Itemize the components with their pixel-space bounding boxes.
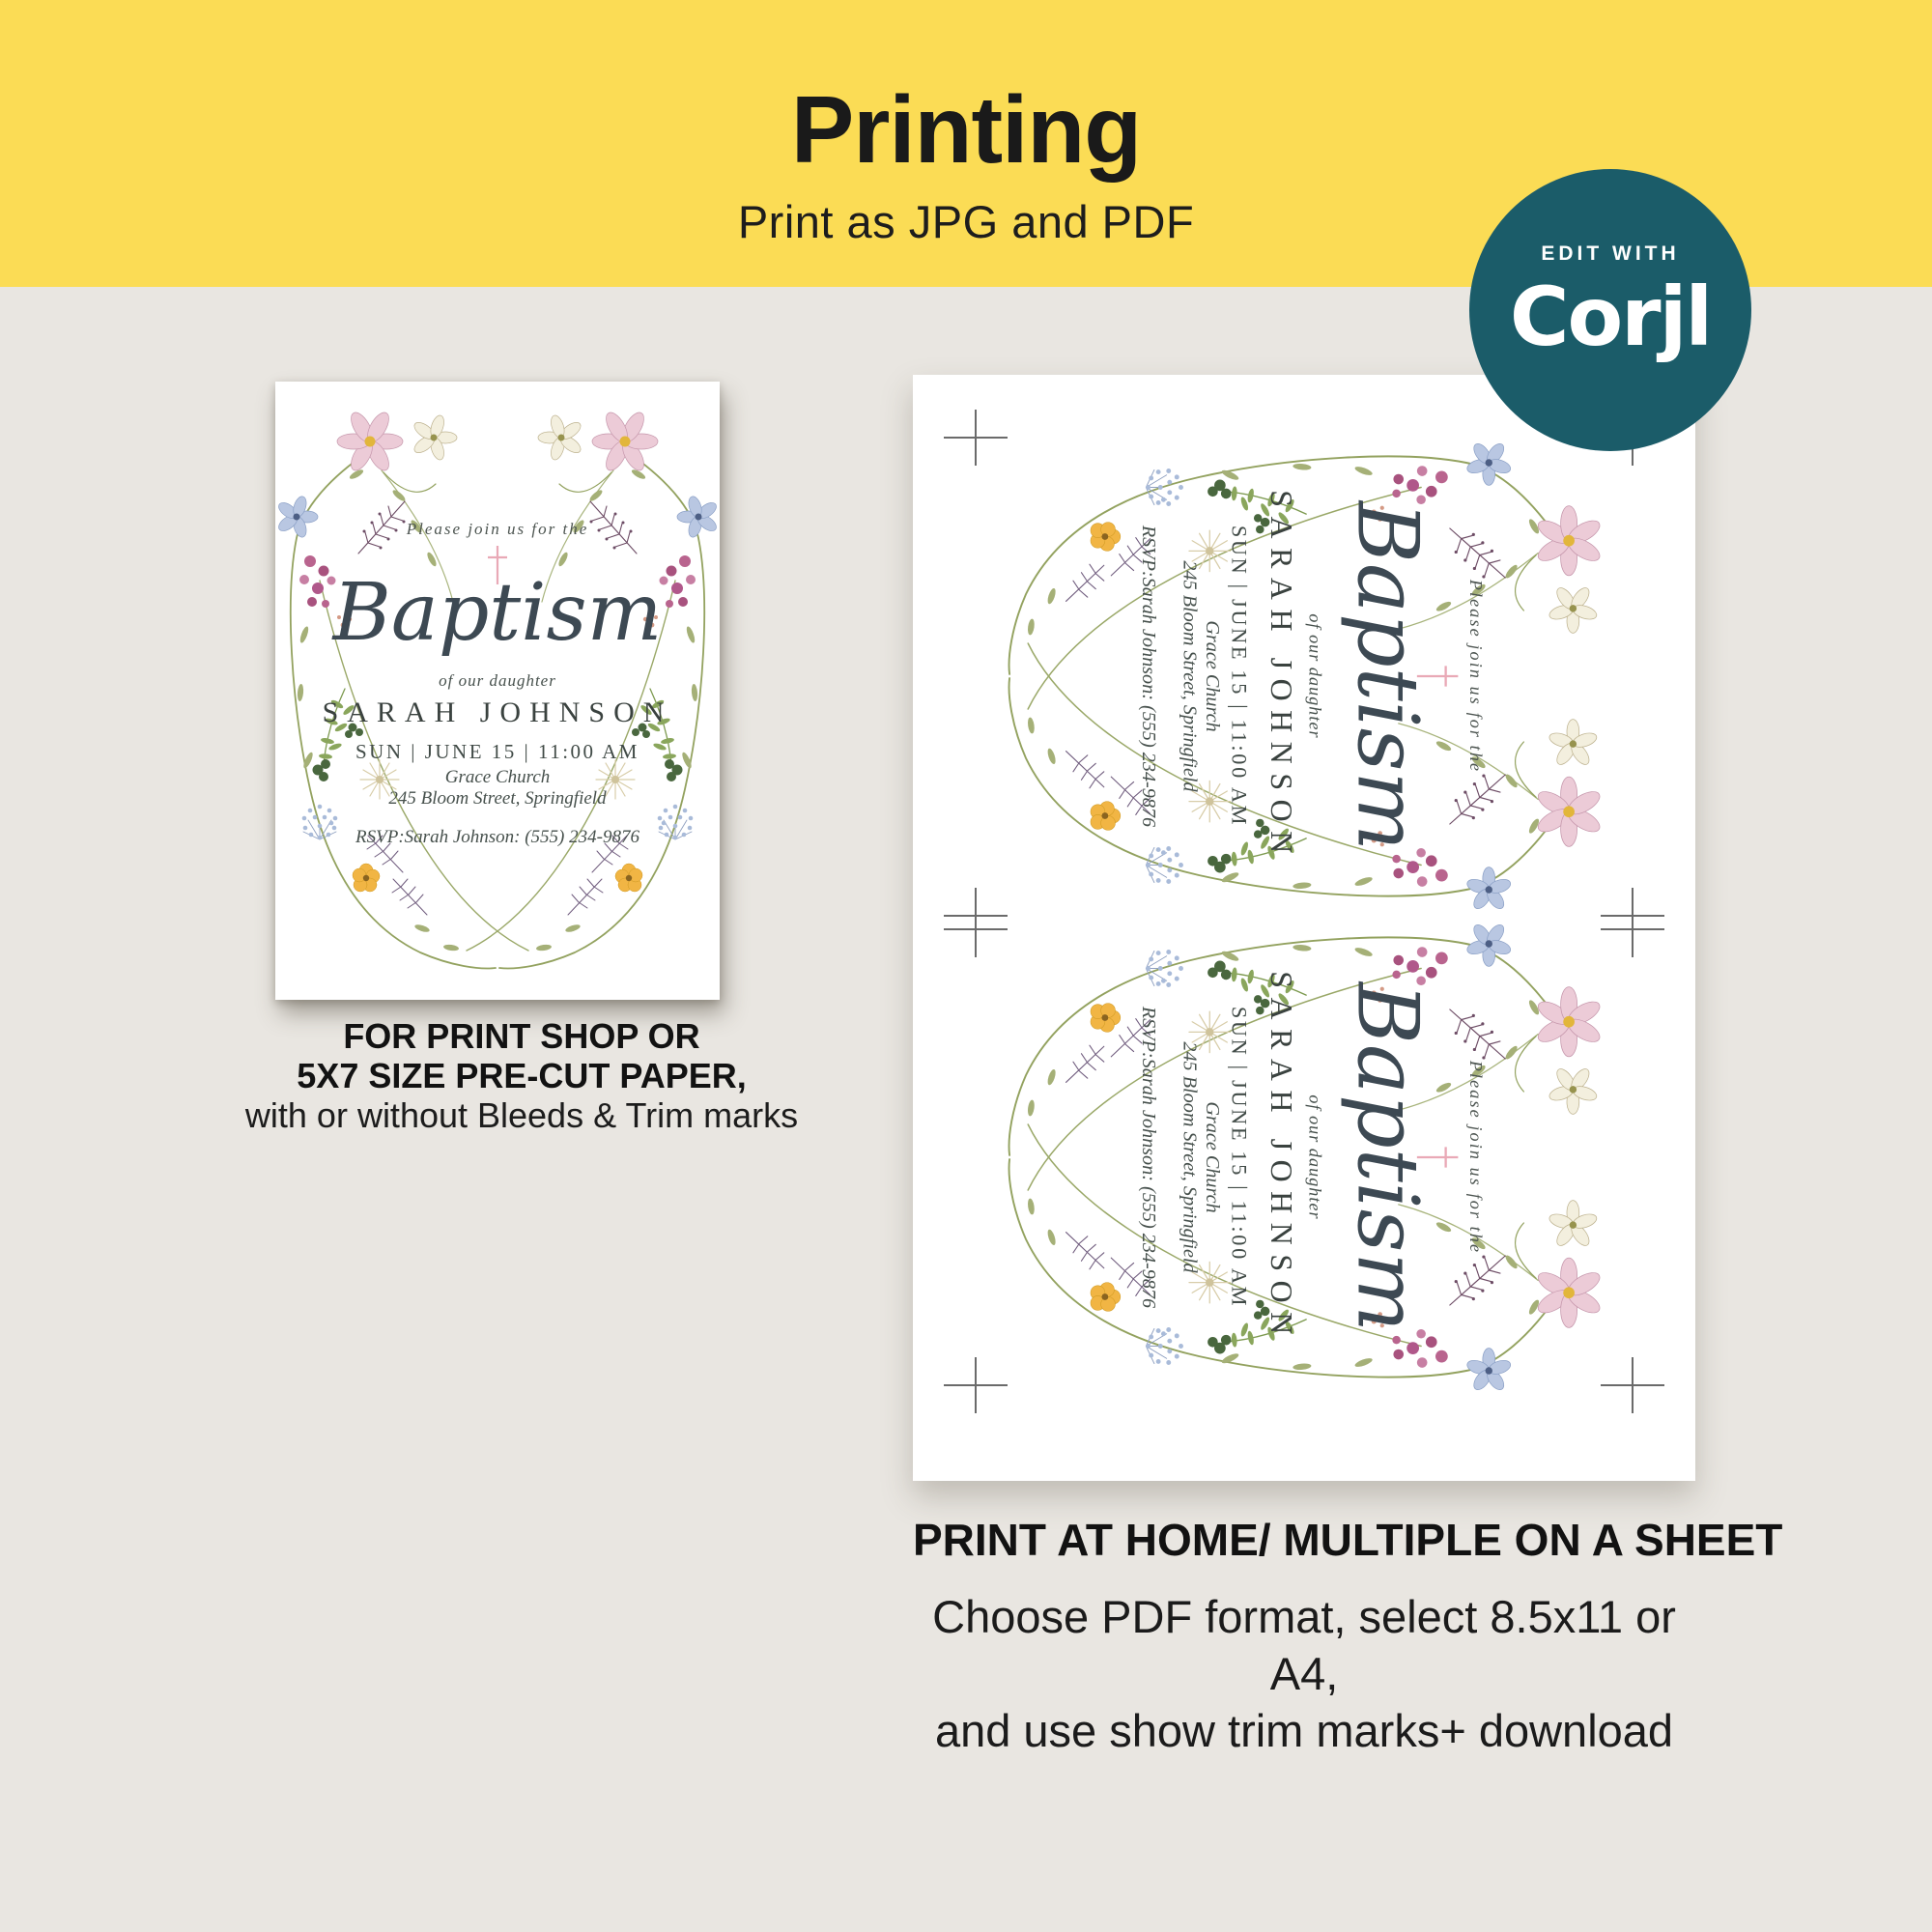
invite-datetime: SUN | JUNE 15 | 11:00 AM xyxy=(1227,1006,1252,1309)
right-caption-line1: PRINT AT HOME/ MULTIPLE ON A SHEET xyxy=(913,1515,1783,1565)
invitation-card xyxy=(976,922,1633,1394)
invite-rsvp: RSVP:Sarah Johnson: (555) 234-9876 xyxy=(1137,525,1160,828)
left-caption xyxy=(193,1016,850,1135)
right-caption-line3: and use show trim marks+ download xyxy=(934,1705,1674,1756)
invite-datetime: SUN | JUNE 15 | 11:00 AM xyxy=(1227,525,1252,828)
sheet-card-2 xyxy=(976,922,1633,1394)
invite-intro: Please join us for the xyxy=(1465,1060,1487,1255)
invite-headline: Baptism xyxy=(332,567,663,659)
invite-address: 245 Bloom Street, Springfield xyxy=(1179,1041,1201,1273)
invite-subline: of our daughter xyxy=(1305,613,1325,739)
invite-venue: Grace Church xyxy=(1201,620,1224,732)
invitation-card xyxy=(976,440,1633,913)
left-caption-line1: FOR PRINT SHOP OR xyxy=(343,1016,700,1056)
invite-name: SARAH JOHNSON xyxy=(1264,971,1298,1344)
invite-subline: of our daughter xyxy=(439,671,556,690)
invitation-text-block xyxy=(976,922,1633,1394)
page-subtitle: Print as JPG and PDF xyxy=(737,196,1195,247)
page-title: Printing xyxy=(790,76,1142,183)
invitation-text-block xyxy=(976,440,1633,913)
invitation-card xyxy=(275,382,720,1000)
single-invitation-preview xyxy=(275,382,720,1000)
corjl-badge xyxy=(1469,169,1751,451)
invite-intro: Please join us for the xyxy=(406,520,589,538)
invite-address: 245 Bloom Street, Springfield xyxy=(1179,560,1201,792)
invite-headline: Baptism xyxy=(1338,501,1435,851)
invite-name: SARAH JOHNSON xyxy=(322,696,673,728)
left-caption-line3: with or without Bleeds & Trim marks xyxy=(244,1095,799,1135)
invite-venue: Grace Church xyxy=(444,767,551,787)
invite-rsvp: RSVP:Sarah Johnson: (555) 234-9876 xyxy=(355,827,639,847)
invite-datetime: SUN | JUNE 15 | 11:00 AM xyxy=(355,740,639,763)
invite-name: SARAH JOHNSON xyxy=(1264,490,1298,863)
invite-subline: of our daughter xyxy=(1305,1094,1325,1220)
invitation-text-block xyxy=(275,382,720,1000)
right-caption xyxy=(913,1515,1783,1759)
right-caption-line2: Choose PDF format, select 8.5x11 or A4, xyxy=(932,1591,1676,1699)
invite-address: 245 Bloom Street, Springfield xyxy=(388,788,607,809)
invite-venue: Grace Church xyxy=(1201,1101,1224,1213)
corjl-logo: Corjl xyxy=(1509,270,1712,364)
invite-headline: Baptism xyxy=(1338,982,1435,1332)
invite-intro: Please join us for the xyxy=(1465,579,1487,774)
sheet-card-1 xyxy=(976,440,1633,913)
left-caption-line2: 5X7 SIZE PRE-CUT PAPER, xyxy=(297,1056,747,1095)
badge-tagline: EDIT WITH xyxy=(1541,242,1680,265)
print-sheet-preview xyxy=(913,375,1695,1481)
invite-rsvp: RSVP:Sarah Johnson: (555) 234-9876 xyxy=(1137,1006,1160,1309)
